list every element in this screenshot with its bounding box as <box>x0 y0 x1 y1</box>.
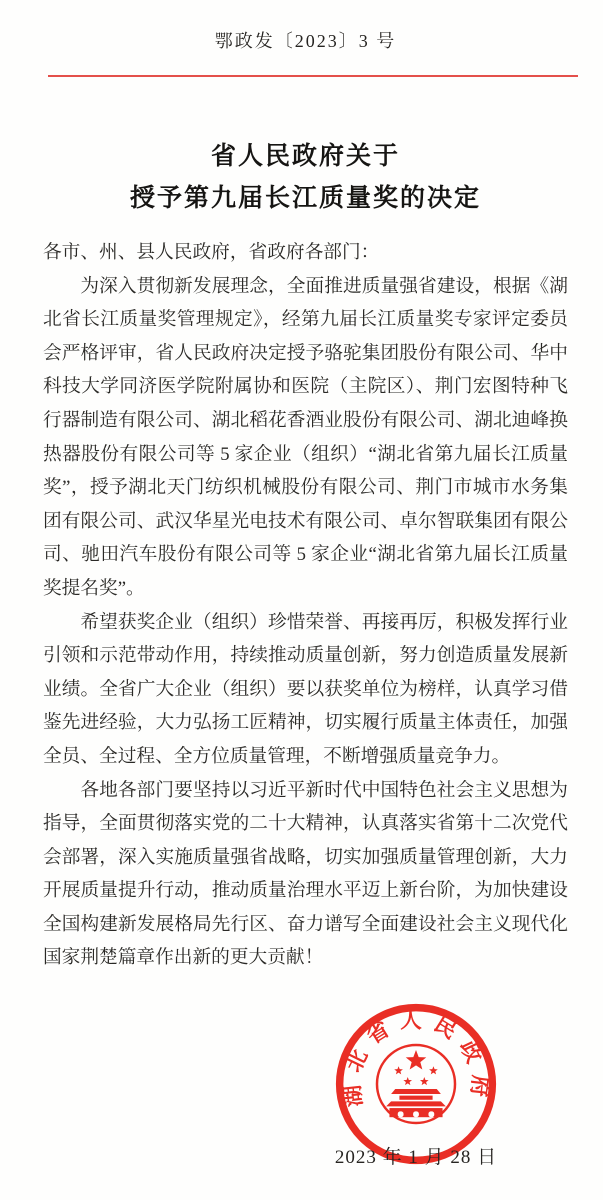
document-title-line2: 授予第九届长江质量奖的决定 <box>129 185 481 212</box>
seal-ring-text: 湖北省人民政府 <box>339 1008 493 1108</box>
document-number: 鄂政发〔2023〕3 号 <box>214 31 397 51</box>
red-divider-line <box>48 75 578 77</box>
tiananmen-gate-icon <box>386 1089 446 1117</box>
national-emblem-icon <box>377 1045 455 1123</box>
document-title <box>43 136 568 220</box>
body-paragraph-directives: 各地各部门要坚持以习近平新时代中国特色社会主义思想为指导，全面贯彻落实党的二十大精神，认真落实省第十二次党代会部署，深入实施质量强省战略，切实加强质量管理创新，大力开展质量提升行动，推动质量治理水平迈上新台阶，为加快建设全国构建新发展格局先行区、奋力谱写全面建设社会主义现代化国家荆楚篇章作出新的更大贡献！ <box>43 779 568 969</box>
document-date: 2023 年 1 月 28 日 <box>334 1147 498 1168</box>
document-title-line1: 省人民政府关于 <box>210 143 400 170</box>
document-body <box>43 236 568 975</box>
salutation-paragraph: 各市、州、县人民政府，省政府各部门： <box>43 242 380 263</box>
body-paragraph-awards: 为深入贯彻新发展理念，全面推进质量强省建设，根据《湖北省长江质量奖管理规定》，经第九届长江质量奖专家评定委员会严格评审，省人民政府决定授予骆驼集团股份有限公司、华中科技大学同济医学院附属协和医院（主院区）、荆门宏图特种飞行器制造有限公司、湖北稻花香酒业股份有限公司、湖北迪峰换热器股份有限公司等 5 家企业（组织）“湖北省第九届长江质量奖”，授予湖北天门纺织机械股份有限公司、荆门市城市水务集团有限公司、武汉华星光电技术有限公司、卓尔智联集团有限公司、驰田汽车股份有限公司等 5 家企业“湖北省第九届长江质量奖提名奖”。 <box>43 275 568 599</box>
body-paragraph-expectations: 希望获奖企业（组织）珍惜荣誉、再接再厉，积极发挥行业引领和示范带动作用，持续推动质量创新，努力创造质量发展新业绩。全省广大企业（组织）要以获奖单位为榜样，认真学习借鉴先进经验，大力弘扬工匠精神，切实履行质量主体责任，加强全员、全过程、全方位质量管理，不断增强质量竞争力。 <box>43 611 568 767</box>
